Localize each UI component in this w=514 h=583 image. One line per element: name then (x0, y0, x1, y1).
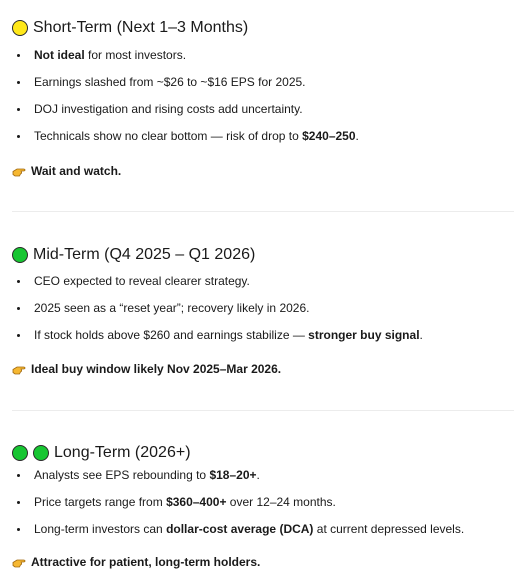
heading-text: Long-Term (2026+) (54, 444, 191, 461)
list-item (12, 462, 514, 489)
bullet-text-post: at current depressed levels. (313, 522, 465, 536)
section-heading (12, 17, 514, 39)
section-divider (12, 410, 514, 411)
pointing-hand-icon (12, 556, 27, 568)
section-short-term (12, 17, 514, 181)
section-heading (12, 442, 514, 464)
note-text: Wait and watch. (31, 164, 122, 178)
list-item (12, 96, 514, 123)
bullet-text-bold: $360–400+ (166, 495, 227, 509)
section-mid-term (12, 244, 514, 379)
bullet-text-pre: Long-term investors can (34, 522, 167, 536)
bullet-text-pre: Technicals show no clear bottom — risk of drop to (34, 129, 303, 143)
list-item (12, 123, 514, 150)
bullet-list (12, 462, 514, 543)
bullet-text-bold: stronger buy signal (308, 328, 420, 342)
bullet-text-bold: $240–250 (302, 129, 356, 143)
list-item (12, 268, 514, 295)
takeaway-note (12, 552, 514, 572)
bullet-text-post: . (256, 468, 260, 482)
bullet-text-post: over 12–24 months. (226, 495, 336, 509)
section-divider (12, 211, 514, 212)
pointing-hand-icon (12, 363, 27, 375)
list-item (12, 42, 514, 69)
bullet-text-post: . (419, 328, 423, 342)
bullet-text-bold: dollar-cost average (DCA) (166, 522, 314, 536)
list-item (12, 295, 514, 322)
takeaway-note (12, 161, 514, 181)
section-heading (12, 244, 514, 266)
bullet-text-pre: DOJ investigation and rising costs add uncertainty. (34, 102, 303, 116)
bullet-text-bold: Not ideal (34, 48, 85, 62)
note-text: Ideal buy window likely Nov 2025–Mar 2026. (31, 362, 282, 376)
bullet-list (12, 42, 514, 150)
bullet-text-bold: $18–20+ (209, 468, 257, 482)
heading-text: Mid-Term (Q4 2025 – Q1 2026) (33, 246, 256, 263)
takeaway-note (12, 359, 514, 379)
bullet-text-post: . (355, 129, 359, 143)
bullet-text-pre: Price targets range from (34, 495, 167, 509)
list-item (12, 489, 514, 516)
bullet-text-pre: If stock holds above $260 and earnings stabilize — (34, 328, 309, 342)
bullet-text-pre: Analysts see EPS rebounding to (34, 468, 210, 482)
bullet-text-pre: Earnings slashed from ~$26 to ~$16 EPS for 2025. (34, 75, 306, 89)
pointing-hand-icon (12, 165, 27, 177)
list-item (12, 516, 514, 543)
bullet-text-pre: CEO expected to reveal clearer strategy. (34, 274, 250, 288)
list-item (12, 69, 514, 96)
bullet-text-post: for most investors. (84, 48, 187, 62)
section-long-term (12, 442, 514, 572)
heading-text: Short-Term (Next 1–3 Months) (33, 19, 249, 36)
yellow-circle-icon (12, 20, 28, 36)
bullet-text-pre: 2025 seen as a “reset year”; recovery likely in 2026. (34, 301, 310, 315)
note-text: Attractive for patient, long-term holders. (31, 555, 261, 569)
bullet-list (12, 268, 514, 349)
green-circle-icon (12, 445, 28, 461)
green-circle-icon (33, 445, 49, 461)
green-circle-icon (12, 247, 28, 263)
list-item (12, 322, 514, 349)
